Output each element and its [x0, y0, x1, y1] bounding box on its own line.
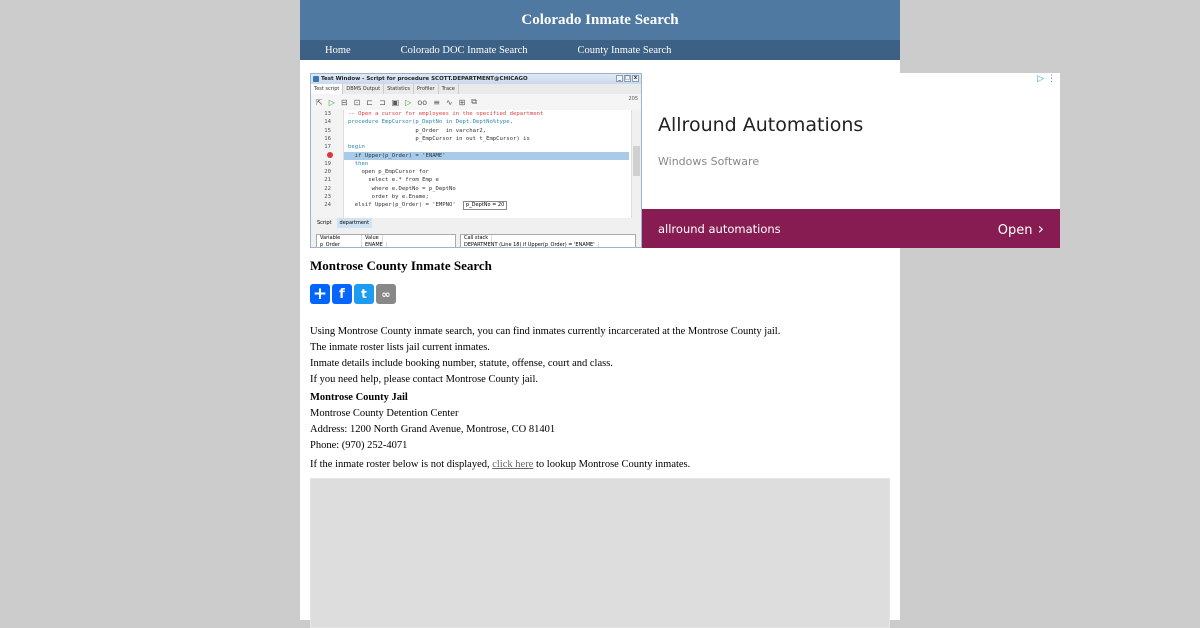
line-number: 22 [324, 185, 331, 192]
line-number: 16 [324, 135, 331, 142]
breakpoint-line [311, 151, 343, 159]
tab-dbms-output: DBMS Output [343, 84, 384, 94]
tab-test-script: Test script [311, 84, 343, 94]
code-line: order by e.Ename; [348, 194, 429, 200]
var-name: p_Order [317, 242, 362, 248]
tab-statistics: Statistics [384, 84, 414, 94]
line-number: 24 [324, 202, 331, 209]
step-over-icon: ⊡ [353, 97, 361, 107]
code-line: open p_EmpCursor for [348, 169, 429, 176]
line-number: 14 [324, 119, 331, 126]
code-line: p_Order in varchar2, [348, 127, 487, 134]
code-line: then [348, 160, 369, 167]
ad-screenshot [310, 73, 642, 248]
code-line: -- Open a cursor for employees in the specified department [348, 111, 544, 117]
nav-home[interactable]: Home [325, 44, 351, 56]
intro-line: Inmate details include booking number, statute, offense, court and class. [310, 358, 613, 369]
jail-address: Address: 1200 North Grand Avenue, Montrose, CO 81401 [310, 424, 556, 435]
debug-tooltip: p_DeptNo = 20 [463, 201, 507, 210]
ad-subtitle: Windows Software [658, 155, 760, 168]
line-number: 15 [324, 127, 331, 134]
main-nav [300, 40, 900, 60]
site-title[interactable]: Colorado Inmate Search [521, 11, 679, 28]
ad-cta-bar[interactable] [642, 209, 1060, 248]
adchoices-icon[interactable]: ▷ ⋮ [1037, 74, 1056, 84]
window-tabs [311, 84, 641, 94]
window-toolbar [311, 94, 641, 110]
tab-trace: Trace [439, 84, 459, 94]
callstack-row: DEPARTMENT (Line 18) if Upper(p_Order) = 'ENAME' [461, 242, 599, 248]
list-icon: ≡ [433, 97, 440, 107]
line-number: 21 [324, 177, 331, 184]
debug-panel [316, 234, 636, 248]
intro-line: Using Montrose County inmate search, you can find inmates currently incarcerated at the Montrose County jail. [310, 326, 781, 337]
subtab-script: Script [317, 220, 332, 226]
site-header [300, 0, 900, 40]
share-buttons [310, 284, 890, 304]
code-line: elsif Upper(p_Order) = 'EMPNO' [348, 202, 456, 209]
breakpoint-icon: ▣ [391, 97, 400, 107]
callstack-header: Call stack [461, 235, 492, 242]
twitter-icon[interactable]: t [354, 284, 374, 304]
code-line-highlighted: if Upper(p_Order) = 'ENAME' [344, 152, 629, 160]
ad-open-button[interactable] [998, 219, 1044, 238]
code-editor [311, 110, 641, 218]
line-number: 13 [324, 111, 331, 117]
roster-note [310, 457, 890, 473]
facebook-icon[interactable]: f [332, 284, 352, 304]
code-line: p_EmpCursor in out t_EmpCursor) is [348, 135, 530, 142]
value-header: Value [362, 235, 383, 242]
step-into-icon: ⊟ [340, 97, 348, 107]
chart-icon: ∿ [445, 97, 453, 107]
add-to-any-icon[interactable]: + [310, 284, 330, 304]
intro-line: If you need help, please contact Montrose County jail. [310, 374, 539, 385]
roster-note-text: to lookup Montrose County inmates. [533, 459, 691, 470]
breakpoint-marker-icon [327, 152, 333, 158]
code-line: select e.* from Emp e [348, 177, 439, 184]
form-icon: ⊞ [458, 97, 466, 107]
cursor-icon: ⇱ [316, 97, 323, 107]
watch-icon: oo [417, 97, 428, 107]
var-value: ENAME [362, 242, 387, 248]
nav-colorado-doc[interactable]: Colorado DOC Inmate Search [400, 44, 528, 56]
roster-note-text: If the inmate roster below is not displayed, [310, 459, 493, 470]
minimize-icon: _ [616, 75, 623, 82]
jail-name: Montrose County Jail [310, 392, 408, 403]
code-line: procedure EmpCursor(p_DeptNo in Dept.DeptNo%type, [348, 119, 514, 126]
callstack-grid [460, 234, 636, 248]
main-content [310, 258, 890, 473]
copy-link-icon[interactable]: ∞ [376, 284, 396, 304]
line-gutter [311, 110, 344, 218]
jail-facility: Montrose County Detention Center [310, 408, 459, 419]
line-number: 19 [324, 160, 331, 167]
step-out-icon: ⊏ [366, 97, 373, 107]
window-title-bar [311, 74, 641, 84]
nav-county-search[interactable]: County Inmate Search [577, 44, 672, 56]
ad-open-label: Open [997, 223, 1033, 238]
toolbar-number: 205 [628, 96, 638, 102]
code-line: where e.DeptNo = p_DeptNo [348, 185, 456, 192]
run-icon: ▷ [328, 97, 335, 107]
intro-line: The inmate roster lists jail current inmates. [310, 342, 490, 353]
close-icon: x [633, 75, 638, 81]
run-to-icon: ⊐ [378, 97, 386, 107]
chevron-right-icon: › [1037, 219, 1044, 238]
jail-phone: Phone: (970) 252-4071 [310, 440, 408, 451]
window-icon: ⧉ [471, 97, 478, 106]
editor-subtabs [311, 218, 372, 228]
line-number: 23 [324, 193, 331, 200]
line-number: 17 [324, 144, 331, 151]
page-title: Montrose County Inmate Search [310, 258, 492, 273]
scroll-thumb [633, 146, 640, 176]
maximize-icon: □ [625, 75, 630, 81]
ad-content[interactable] [642, 73, 1060, 248]
advertisement[interactable] [310, 73, 1060, 248]
inmate-roster-frame[interactable] [310, 478, 890, 628]
line-number: 20 [324, 169, 331, 176]
ad-brand: allround automations [658, 221, 781, 236]
variables-grid [316, 234, 456, 248]
ad-title[interactable]: Allround Automations [658, 114, 864, 136]
window-title: Test Window - Script for procedure SCOTT.DEPARTMENT@CHICAGO [321, 76, 528, 82]
subtab-department: department [337, 218, 373, 228]
code-scrollbar [631, 110, 641, 218]
tab-profiler: Profiler [414, 84, 439, 94]
code-line: begin [348, 144, 365, 151]
window-icon [313, 76, 319, 82]
click-here-link[interactable]: click here [492, 459, 534, 470]
var-header: Variable [317, 235, 362, 242]
run-exception-icon: ▷ [405, 97, 412, 107]
window-controls [616, 75, 639, 82]
